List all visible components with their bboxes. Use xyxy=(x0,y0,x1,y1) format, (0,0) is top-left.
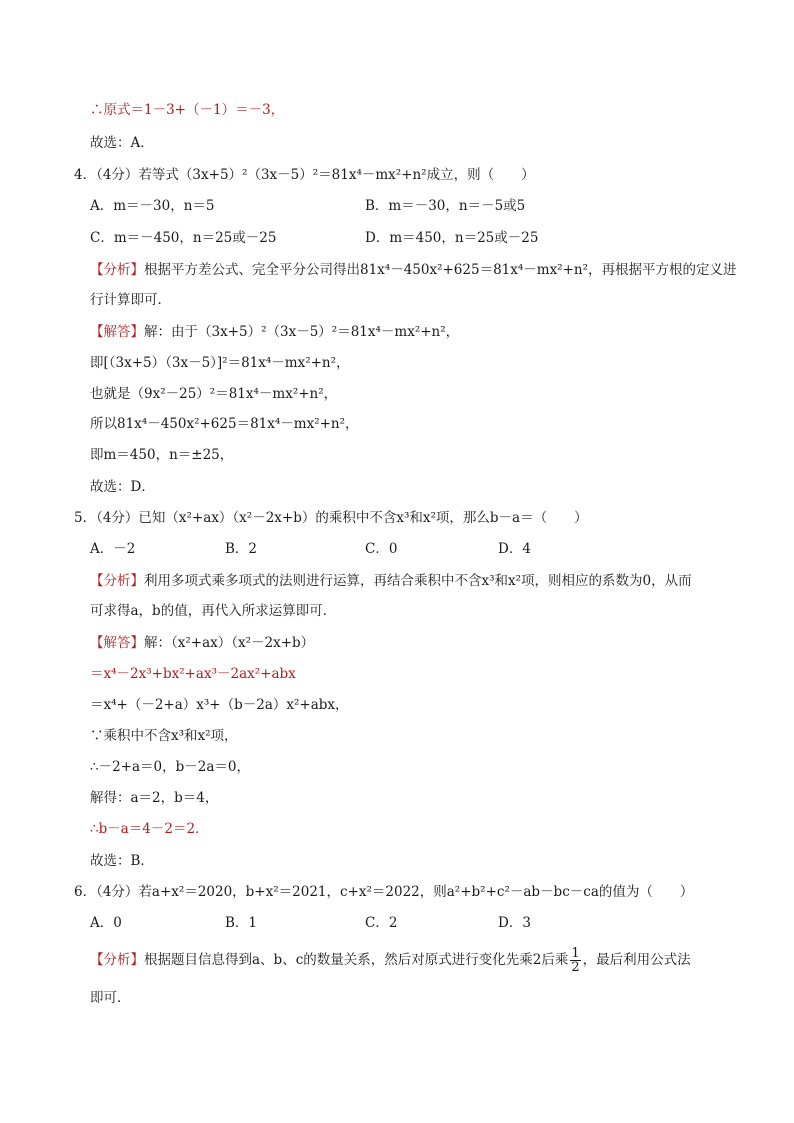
solution-line: ＝x⁴+（－2+a）x³+（b－2a）x²+abx， xyxy=(90,697,349,713)
solution-text: 解：由于（3x+5）²（3x－5）²＝81x⁴－mx²+n²， xyxy=(144,324,460,340)
question-5-analysis-cont: 可求得a，b的值，再代入所求运算即可． xyxy=(90,603,337,619)
question-4-solution xyxy=(90,322,459,342)
question-5-solution xyxy=(90,633,314,653)
question-6-analysis-cont: 即可． xyxy=(90,990,131,1006)
solution-line: ∴b－a＝4－2＝2． xyxy=(90,821,209,837)
solution-line: 即m＝450，n＝±25， xyxy=(90,447,234,463)
solution-line: ∴原式＝1－3+（－1）＝－3， xyxy=(90,102,285,118)
question-5-option-d: D．4 xyxy=(498,541,531,557)
solution-line: 也就是（9x²－25）²＝81x⁴－mx²+n²， xyxy=(90,386,338,402)
analysis-tag: 【分析】 xyxy=(90,262,144,278)
question-6-stem: 6．（4分）若a+x²＝2020，b+x²＝2021，c+x²＝2022，则a²+b²+c²－ab－bc－ca的值为（ ） xyxy=(74,884,694,900)
question-4-option-c: C．m＝－450，n＝25或－25 xyxy=(90,230,277,246)
solution-tag: 【解答】 xyxy=(90,324,144,340)
question-6-option-d: D．3 xyxy=(498,915,531,931)
answer-line: 故选：D． xyxy=(90,479,155,495)
fraction-denominator: 2 xyxy=(571,960,580,975)
analysis-text: 利用多项式乘多项式的法则进行运算，再结合乘积中不含x³和x²项，则相应的系数为0，从而 xyxy=(144,573,692,589)
question-4-option-d: D．m＝450，n＝25或－25 xyxy=(365,230,539,246)
solution-line: 所以81x⁴－450x²+625＝81x⁴－mx²+n²， xyxy=(90,416,359,432)
question-5-option-b: B．2 xyxy=(225,541,258,557)
analysis-tag: 【分析】 xyxy=(90,952,144,968)
analysis-text: 根据平方差公式、完全平分公司得出81x⁴－450x²+625＝81x⁴－mx²+n²，再根据平方根的定义进 xyxy=(144,262,737,278)
answer-line: 故选：A． xyxy=(90,135,154,151)
solution-text: 解：（x²+ax）（x²－2x+b） xyxy=(144,635,315,651)
solution-line: ∴－2+a＝0，b－2a＝0， xyxy=(90,759,250,775)
question-4-stem: 4．（4分）若等式（3x+5）²（3x－5）²＝81x⁴－mx²+n²成立，则（ ） xyxy=(74,167,535,183)
solution-line: ＝x⁴－2x³+bx²+ax³－2ax²+abx xyxy=(90,666,296,682)
question-4-option-a: A．m＝－30，n＝5 xyxy=(90,198,215,214)
question-6-option-a: A．0 xyxy=(90,915,122,931)
solution-line: ∵乘积中不含x³和x²项， xyxy=(90,728,238,744)
question-6-option-c: C．2 xyxy=(365,915,398,931)
question-5-stem: 5．（4分）已知（x²+ax）（x²－2x+b）的乘积中不含x³和x²项，那么b－a＝（ ） xyxy=(74,510,588,526)
question-4-analysis xyxy=(90,260,737,280)
answer-line: 故选：B． xyxy=(90,853,154,869)
fraction-one-half xyxy=(570,947,580,974)
question-6-option-b: B．1 xyxy=(225,915,258,931)
question-5-option-c: C．0 xyxy=(365,541,398,557)
question-6-analysis xyxy=(90,947,691,974)
analysis-tag: 【分析】 xyxy=(90,573,144,589)
analysis-text: 根据题目信息得到a、b、c的数量关系，然后对原式进行变化先乘2后乘 xyxy=(144,952,569,968)
question-4-analysis-cont: 行计算即可． xyxy=(90,292,171,308)
solution-tag: 【解答】 xyxy=(90,635,144,651)
question-5-option-a: A．－2 xyxy=(90,541,136,557)
solution-line: 即[（3x+5）（3x－5）]²＝81x⁴－mx²+n²， xyxy=(90,355,350,371)
fraction-numerator: 1 xyxy=(571,946,580,961)
question-5-analysis xyxy=(90,571,692,591)
question-4-option-b: B．m＝－30，n＝－5或5 xyxy=(365,198,526,214)
solution-line: 解得：a＝2，b＝4， xyxy=(90,790,219,806)
analysis-text: ，最后利用公式法 xyxy=(582,952,691,968)
